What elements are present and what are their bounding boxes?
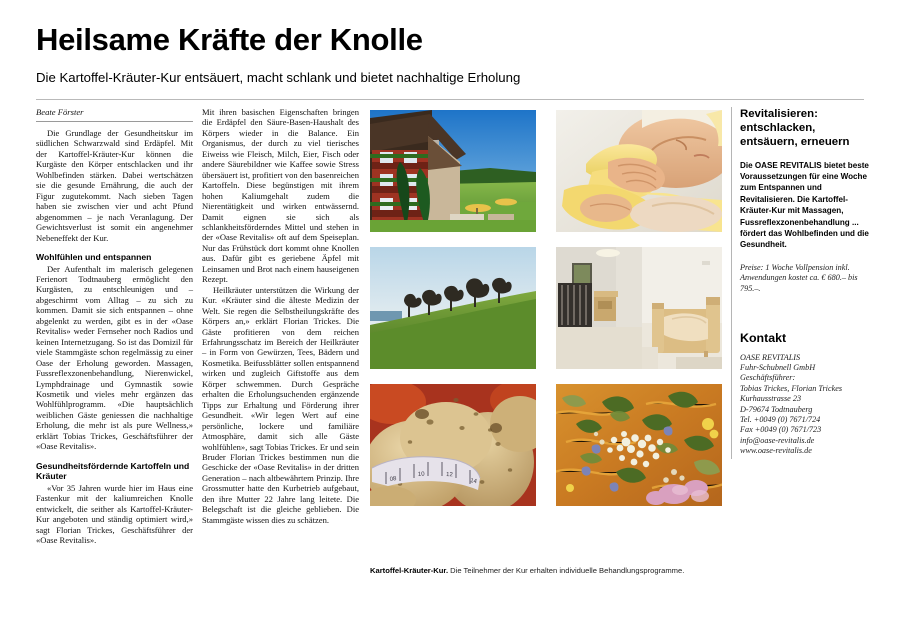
sidebar-price: Preise: 1 Woche Vollpension inkl. Anwendungen kostet ca. € 680.– bis 795.–.	[740, 262, 858, 294]
col2-paragraph-1: Mit ihren basischen Eigenschaften bringen die Erdäpfel den Säure-Basen-Haushalt des Körpers wieder in die Balance. Ein Organismus, der durch zu viel tierisches Eiweiss wie Fleisch, Milch, Eier, Fisch oder andere Säurebildner wie Kaffee sowie Stress übersäuert ist, profitiert von den basenreichen Kartoffeln. Diese begünstigen mit ihrem hohen Kaliumgehalt zudem die Nierentätigkeit und wirken entwässernd. Damit eignen sie sich als schlankheitsförderndes Mittel und stehen in der «Oase Revitalis» oft auf dem Speiseplan. Nur das Frühstück dort kommt ohne Knollen aus. Dafür gibt es geriebene Äpfel mit Leinsamen und Brot nach einem hauseigenen Rezept.	[202, 107, 359, 285]
masthead	[36, 22, 866, 86]
photo-caption	[370, 566, 722, 576]
caption-lead: Kartoffel-Kräuter-Kur.	[370, 566, 449, 575]
contact-fax: Fax +0049 (0) 7671/723	[740, 425, 822, 435]
svg-text:14: 14	[469, 478, 478, 486]
contact-email[interactable]: info@oase-revitalis.de	[740, 435, 815, 445]
contact-city: D-79674 Todtnauberg	[740, 404, 813, 414]
photo-guesthouse	[370, 110, 536, 232]
header-divider	[36, 99, 864, 100]
svg-text:12: 12	[445, 472, 453, 479]
contact-role-label: Geschäftsführer:	[740, 373, 796, 383]
page-subtitle: Die Kartoffel-Kräuter-Kur entsäuert, macht schlank und bietet nachhaltige Erholung	[36, 70, 521, 85]
sidebar-lead: Die OASE REVITALIS bietet beste Voraussetzungen für eine Woche zum Entspannen und Revitalisieren. Die Kartoffel-Kräuter-Kur mit Massagen, Fussreflexzonenbehandlung ... fördert das Wohlbefinden und die Gesundheit.	[740, 160, 869, 250]
contact-managers: Tobias Trickes, Florian Trickes	[740, 383, 843, 393]
contact-website[interactable]: www.oase-revitalis.de	[740, 446, 812, 456]
page-title: Heilsame Kräfte der Knolle	[36, 22, 423, 57]
col1-subheading-2: Gesundheitsfördernde Kartoffeln und Kräuter	[36, 460, 190, 482]
sidebar-title: Revitalisieren: entschlacken, entsäuern, erneuern	[740, 108, 850, 149]
col1-subheading-1: Wohlfühlen und entspannen	[36, 251, 152, 262]
svg-text:08: 08	[389, 476, 397, 483]
col2-paragraph-2: Heilkräuter unterstützen die Wirkung der Kur. «Kräuter sind die älteste Medizin der Welt. Sie regen die Selbstheilungskräfte des Körpers an,» erklärt Florian Trickes. Die Gäste profitieren von dem reichen Erfahrungsschatz im Bereich der Heilkräuter – in Form von Gewürzen, Tees, Bädern und Kosmetika. Beifussblätter sollen entspannend wirken und zugleich Giftstoffe aus dem Körper schwemmen. Durch Gespräche erhalten die Erholungsuchenden ergänzende Tipps zur Erhaltung und Förderung ihrer Gesundheit. «Wir legen Wert auf eine persönliche, lockere und familiäre Atmosphäre, damit sich alle Gäste wohlfühlen», sagt Tobias Trickes. Er und sein Bruder Florian Trickes bestimmen nun die Geschicke der «Oase Revitalis» in der dritten Generation – nach altbewährtem Prinzip. Ihre Grossmutter hatte den Kurbetrieb aufgebaut, den ihre Mutter 22 Jahre lang leitete. Die Belegschaft ist die gleiche geblieben. Die Stammgäste wissen dies zu schätzen.	[202, 284, 359, 525]
col1-paragraph-2: Der Aufenthalt im malerisch gelegenen Ferienort Todtnauberg ermöglicht den Kurgästen, zu entschleunigen und – abgeschirmt vom Alltag – zu sich zu kommen. Damit sie sich entspannen – ohne abgelenkt zu werden, gibt es in der «Oase Revitalis» weder Fernseher noch Radios und keinen Internetzugang. So ist das Domizil für viele Stammgäste schon regelmässig zu einer Oase der Erholung geworden. Massagen, Fussreflexzonenbehandlung, Nierenwickel, Lymphdrainage und Gymnastik sowie Kosmetik und vieles mehr ergänzen das Wohlfühlprogramm. «Die hauptsächlich weiblichen Gäste geniessen die nachhaltige Erholung, die mehr ist als pure Wellness,» erklärt Tobias Trickes, Geschäftsführer der «Oase Revitalis».	[36, 263, 193, 452]
photo-guest-room	[556, 247, 722, 369]
contact-phone: Tel. +0049 (0) 7671/724	[740, 415, 821, 425]
contact-street: Kurhausstrasse 23	[740, 394, 802, 404]
caption-text: Die Teilnehmer der Kur erhalten individuelle Behandlungsprogramme.	[448, 566, 685, 575]
svg-text:10: 10	[417, 471, 425, 478]
sidebar-contact-heading: Kontakt	[740, 330, 787, 345]
photo-landscape-trees	[370, 247, 536, 369]
sidebar-contact-block	[740, 353, 874, 457]
contact-legal-entity: Fuhr-Schubnell GmbH	[740, 363, 816, 373]
photo-herbs	[556, 384, 722, 506]
photo-grid	[370, 110, 722, 506]
photo-potatoes-measure	[370, 384, 536, 506]
byline-divider	[36, 121, 193, 122]
byline: Beate Förster	[36, 107, 84, 117]
col1-paragraph-1: Die Grundlage der Gesundheitskur im südlichen Schwarzwald sind Erdäpfel. Mit der Kartoffel-Kräuter-Kur können die Kurgäste den Körper entschlacken und ihr Wohlbefinden stärken. Dabei wertschätzen sie die gesunde Ernährung, die auch der Figur zugutekommt. Nach sieben Tagen haben sie zwischen vier und acht Pfund abgenommen – je nach Veranlagung. Der Gewichtsverlust ist somit ein angenehmer Nebeneffekt der Kur.	[36, 128, 193, 243]
text-column-1	[36, 107, 193, 546]
sidebar-infobox	[731, 107, 874, 457]
text-column-2	[202, 107, 359, 525]
col1-paragraph-3: «Vor 35 Jahren wurde hier im Haus eine Fastenkur mit der kaliumreichen Knolle entwickelt, die seither als Kartoffel-Kräuter-Kur angeboten und ständig optimiert wird,» sagt Florian Trickes, Geschäftsführer der «Oase Revitalis».	[36, 482, 193, 546]
contact-company: OASE REVITALIS	[740, 352, 801, 362]
photo-face-treatment	[556, 110, 722, 232]
